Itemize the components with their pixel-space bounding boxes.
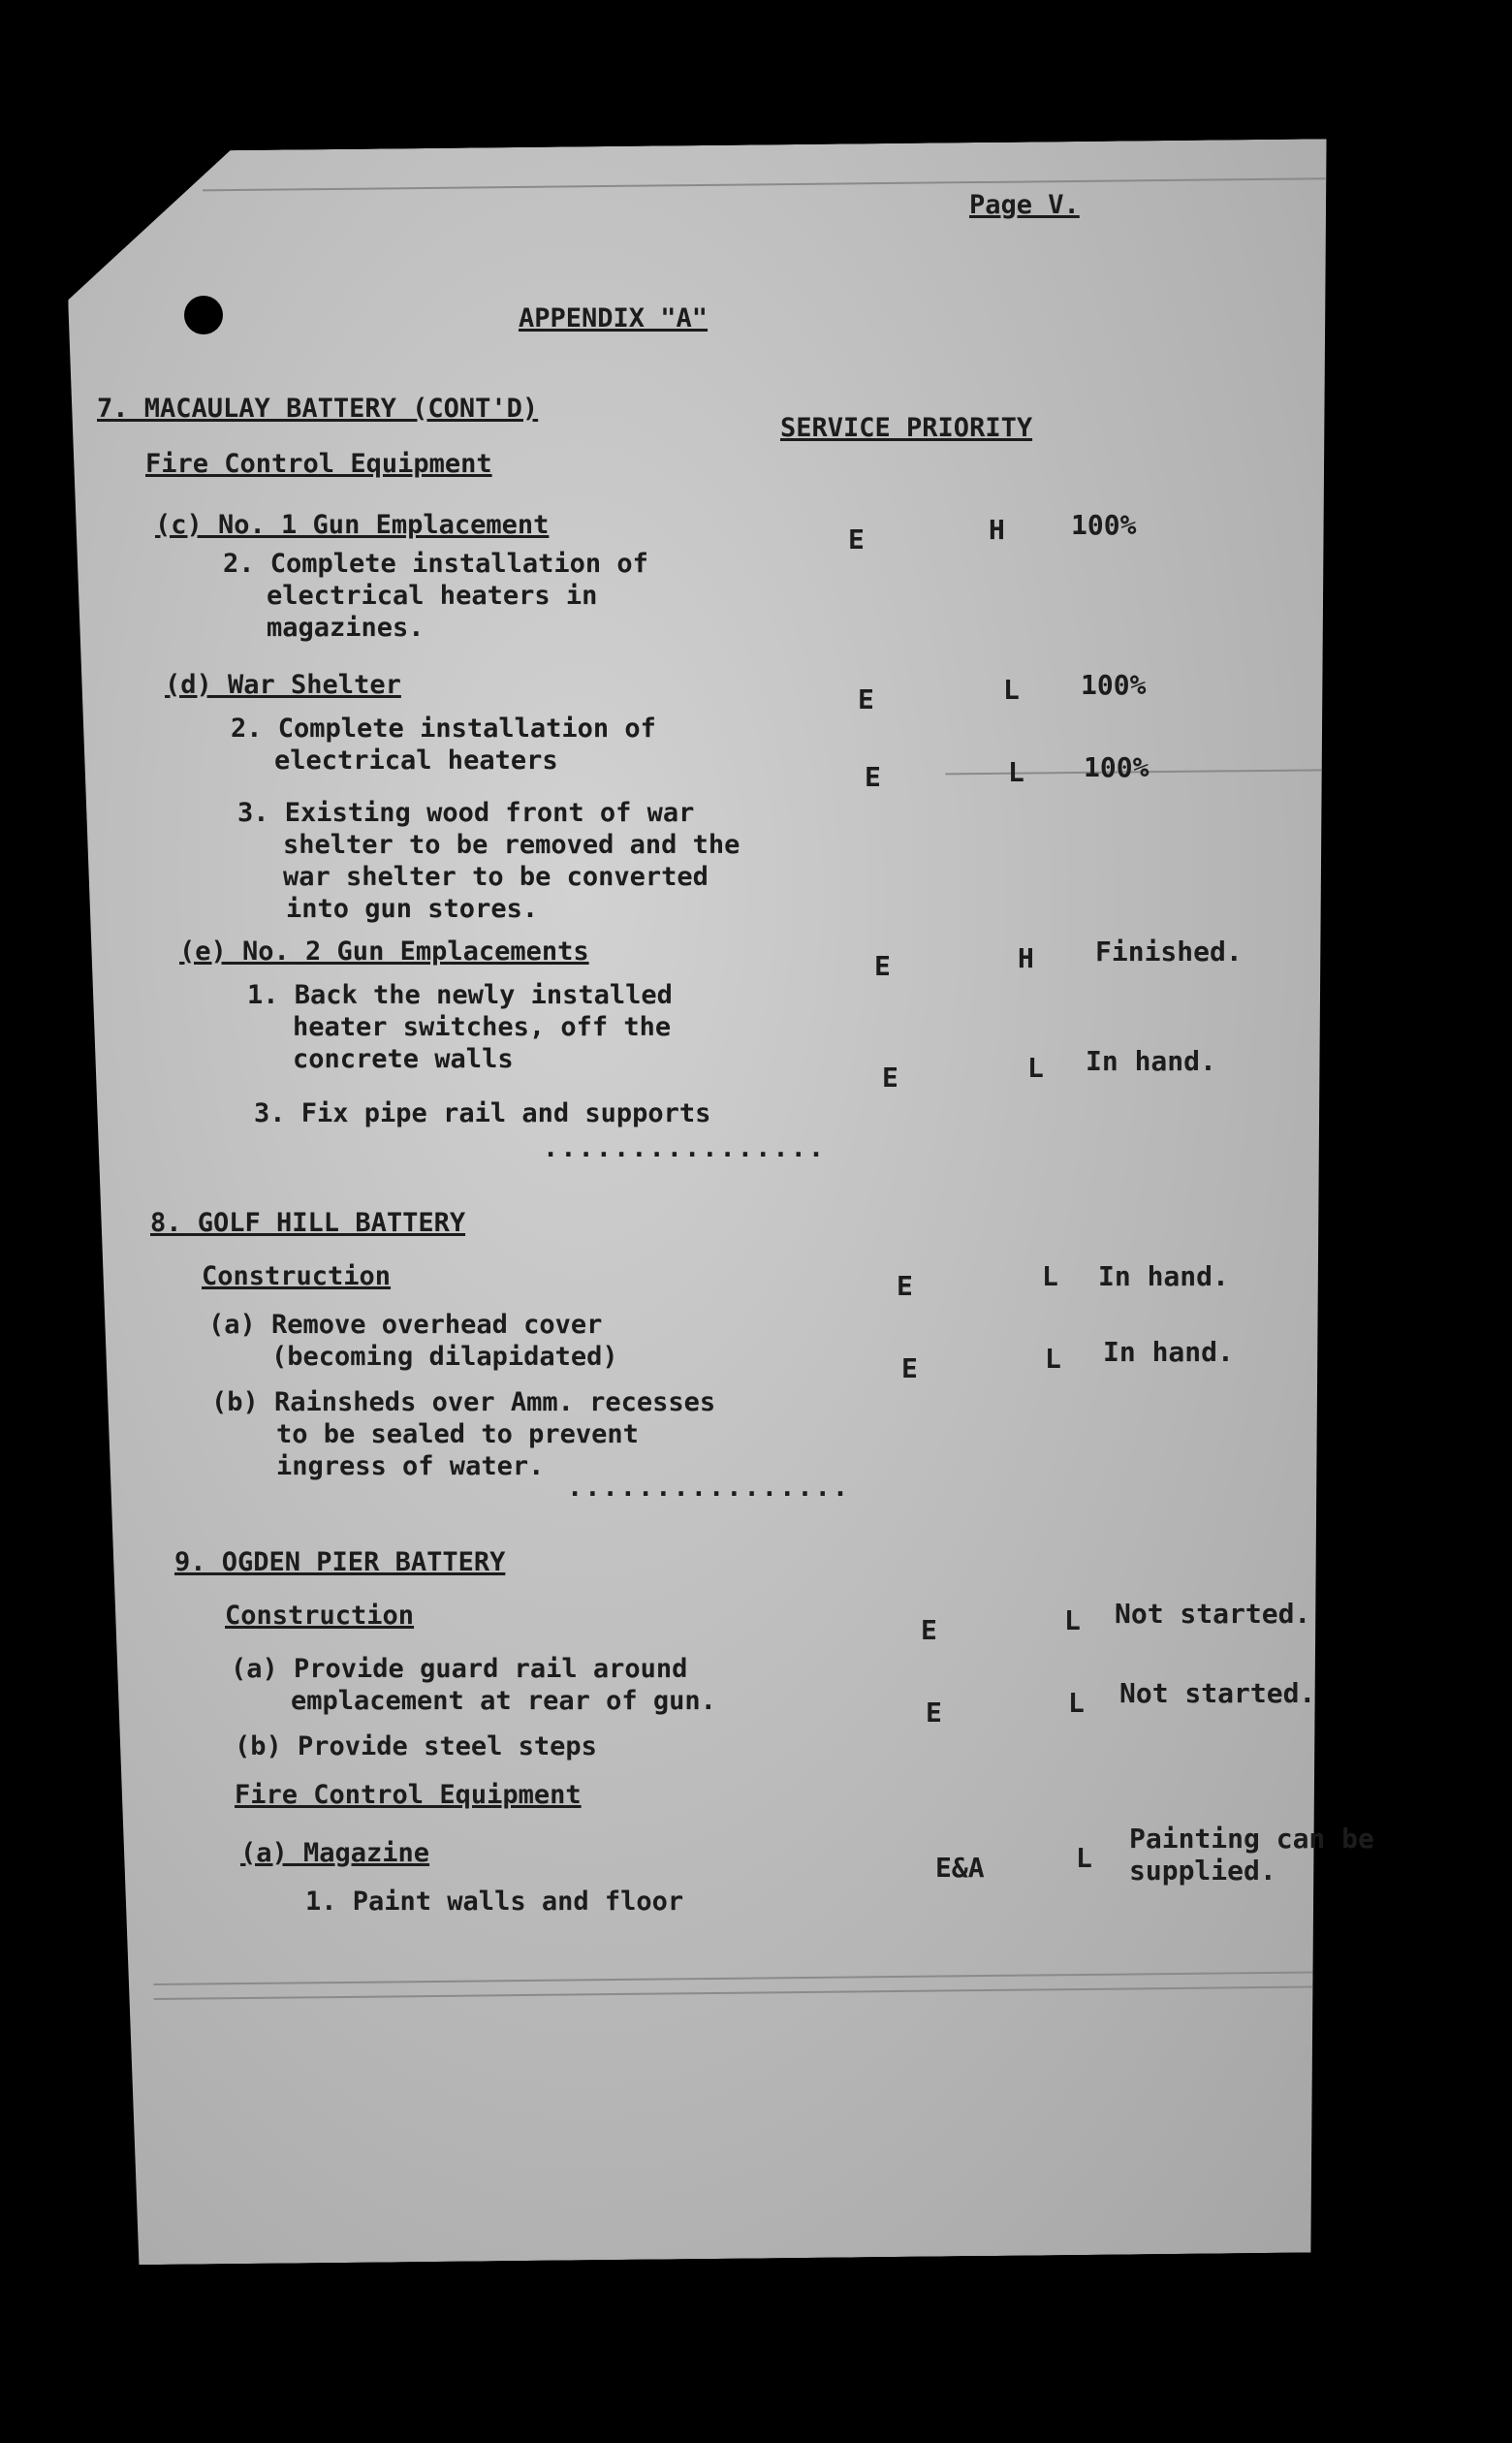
status-value: supplied.: [1129, 1855, 1276, 1887]
document-title: APPENDIX "A": [519, 303, 709, 333]
item-8a-line: (a) Remove overhead cover: [208, 1310, 603, 1340]
item-9-mag1: 1. Paint walls and floor: [305, 1887, 684, 1917]
service-value: E: [897, 1270, 913, 1302]
column-header: SERVICE PRIORITY: [780, 413, 1033, 443]
item-7d2-line: 2. Complete installation of: [231, 714, 656, 744]
section-8-heading: 8. GOLF HILL BATTERY: [150, 1208, 466, 1238]
item-8b-line: to be sealed to prevent: [276, 1419, 639, 1449]
item-7c2-line: electrical heaters in: [267, 581, 598, 611]
service-value: E: [882, 1062, 898, 1094]
item-7d3-line: 3. Existing wood front of war: [237, 798, 695, 828]
priority-value: L: [1003, 674, 1020, 706]
separator-dots: ................: [543, 1133, 827, 1163]
status-value: Painting can be: [1129, 1823, 1374, 1855]
item-8a-line: (becoming dilapidated): [271, 1342, 618, 1372]
service-value: E: [901, 1352, 918, 1384]
item-7d3-line: shelter to be removed and the: [283, 830, 740, 860]
status-value: In hand.: [1098, 1260, 1229, 1292]
item-7c-label: (c) No. 1 Gun Emplacement: [155, 510, 550, 540]
item-8b-line: ingress of water.: [276, 1451, 545, 1481]
status-value: 100%: [1071, 509, 1137, 541]
page-label: Page V.: [969, 190, 1080, 220]
status-value: Finished.: [1095, 936, 1243, 968]
status-value: 100%: [1081, 669, 1147, 701]
item-9-magazine: (a) Magazine: [240, 1838, 430, 1868]
status-value: In hand.: [1086, 1045, 1216, 1077]
ruled-line: [154, 1985, 1346, 2000]
ruled-line: [203, 177, 1327, 191]
item-7d3-line: war shelter to be converted: [283, 862, 709, 892]
status-value: Not started.: [1115, 1598, 1311, 1630]
punch-hole: [184, 296, 223, 334]
priority-value: L: [1008, 756, 1024, 788]
item-9a-line: (a) Provide guard rail around: [231, 1654, 688, 1684]
item-9a-line: emplacement at rear of gun.: [291, 1686, 716, 1716]
priority-value: H: [1018, 942, 1034, 974]
section-9-sub2: Fire Control Equipment: [235, 1780, 582, 1810]
section-8-sub: Construction: [202, 1261, 392, 1291]
item-7d2-line: electrical heaters: [274, 746, 558, 776]
section-7-heading: 7. MACAULAY BATTERY (CONT'D): [97, 394, 539, 424]
item-7c2-line: magazines.: [267, 613, 425, 643]
separator-dots: ................: [567, 1473, 851, 1503]
priority-value: H: [989, 514, 1005, 546]
priority-value: L: [1064, 1604, 1081, 1636]
service-value: E: [926, 1697, 942, 1729]
section-9-heading: 9. OGDEN PIER BATTERY: [174, 1547, 506, 1577]
section-9-sub: Construction: [225, 1601, 415, 1631]
service-value: E: [865, 761, 881, 793]
service-value: E: [874, 950, 891, 982]
item-7d3-line: into gun stores.: [286, 894, 539, 924]
ruled-line: [153, 1971, 1345, 1985]
service-value: E&A: [935, 1852, 985, 1884]
item-7e1-line: 1. Back the newly installed: [247, 980, 673, 1010]
status-value: In hand.: [1103, 1336, 1234, 1368]
priority-value: L: [1042, 1260, 1058, 1292]
service-value: E: [858, 683, 874, 715]
item-7e-label: (e) No. 2 Gun Emplacements: [179, 936, 589, 967]
item-8b-line: (b) Rainsheds over Amm. recesses: [211, 1387, 716, 1417]
item-7c2-line: 2. Complete installation of: [223, 549, 648, 579]
priority-value: L: [1068, 1687, 1085, 1719]
priority-value: L: [1076, 1842, 1092, 1874]
status-value: Not started.: [1119, 1677, 1316, 1709]
service-value: E: [921, 1614, 937, 1646]
item-7d-label: (d) War Shelter: [165, 670, 401, 700]
priority-value: L: [1045, 1343, 1061, 1375]
item-7e1-line: concrete walls: [293, 1044, 514, 1074]
service-value: E: [848, 524, 865, 555]
item-7e1-line: heater switches, off the: [293, 1012, 672, 1042]
status-value: 100%: [1084, 751, 1150, 783]
item-9b-line: (b) Provide steel steps: [235, 1731, 597, 1761]
section-7-sub: Fire Control Equipment: [145, 449, 492, 479]
item-7e3-line: 3. Fix pipe rail and supports: [254, 1098, 711, 1128]
priority-value: L: [1027, 1052, 1044, 1084]
